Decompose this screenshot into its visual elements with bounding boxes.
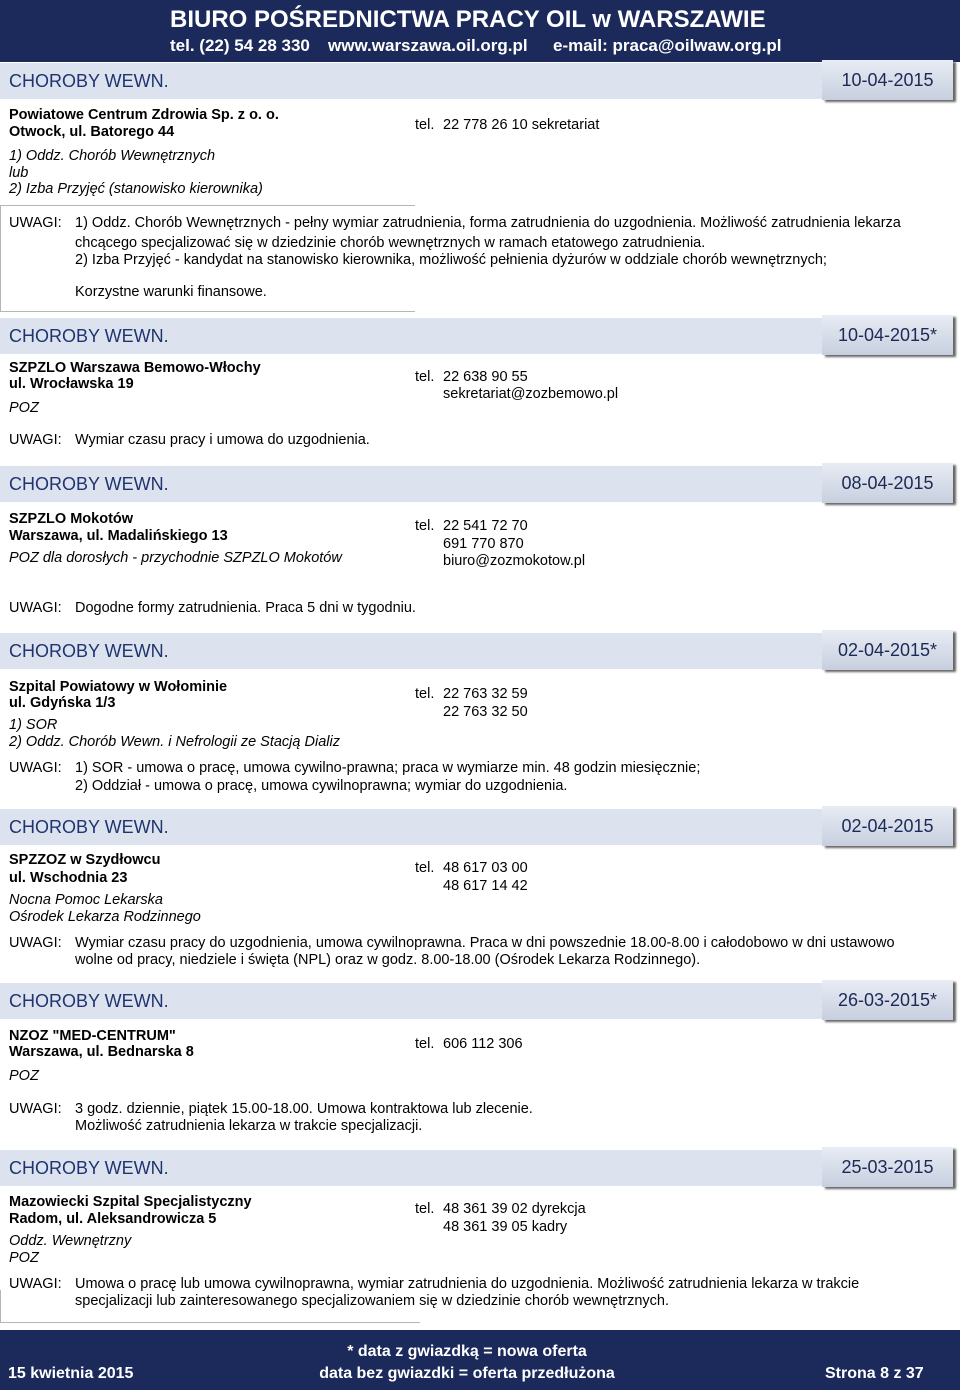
employer-address: Warszawa, ul. Bednarska 8 [9,1044,194,1060]
notes-line: 1) Oddz. Chorób Wewnętrznych - pełny wymiar zatrudnienia, forma zatrudnienia do uzgodnienia. Możliwość zatrudnienia lekarza [75,215,901,231]
notes-line: Dogodne formy zatrudnienia. Praca 5 dni w tygodniu. [75,600,416,616]
tel-label: tel. [415,860,435,876]
unit-line: 2) Izba Przyjęć (stanowisko kierownika) [9,181,263,197]
office-phone: tel. (22) 54 28 330 [170,36,310,55]
contact-phone: 48 361 39 02 dyrekcja [443,1201,586,1217]
category-title: CHOROBY WEWN. [9,326,169,346]
notes-line: 3 godz. dziennie, piątek 15.00-18.00. Umowa kontraktowa lub zlecenie. [75,1101,533,1117]
offer-card [0,63,960,300]
category-bar [0,809,830,845]
contact-phone: 22 763 32 59 [443,686,528,702]
category-title: CHOROBY WEWN. [9,817,169,837]
notes-line: chcącego specjalizować się w dziedzinie chorób wewnętrznych w ramach etatowego zatrudnienia. [75,235,706,251]
category-bar [0,983,830,1019]
employer-name: SPZZOZ w Szydłowcu [9,852,161,868]
notes-line: 2) Izba Przyjęć - kandydat na stanowisko kierownika, możliwość pełnienia dyżurów w oddziale chorób wewnętrznych; [75,252,827,268]
notes-label: UWAGI: [9,760,62,776]
notes-line: Korzystne warunki finansowe. [75,284,267,300]
divider [0,311,415,312]
page-footer [0,1330,960,1390]
employer-name: Powiatowe Centrum Zdrowia Sp. z o. o. [9,107,279,123]
tel-label: tel. [415,518,435,534]
employer-address: ul. Wschodnia 23 [9,870,128,886]
offer-card [0,809,960,968]
employer-address: Otwock, ul. Batorego 44 [9,124,175,140]
employer-address: Radom, ul. Aleksandrowicza 5 [9,1211,217,1227]
page-number: Strona 8 z 37 [825,1365,924,1382]
category-title: CHOROBY WEWN. [9,474,169,494]
employer-name: NZOZ "MED-CENTRUM" [9,1028,176,1044]
category-bar [0,633,830,669]
category-bar [0,63,830,99]
employer-address: ul. Wrocławska 19 [9,376,134,392]
footer-date: 15 kwietnia 2015 [8,1365,134,1382]
category-title: CHOROBY WEWN. [9,71,169,91]
notes-line: 2) Oddział - umowa o pracę, umowa cywilnoprawna; wymiar do uzgodnienia. [75,778,568,794]
contact-phone: 22 763 32 50 [443,704,528,720]
unit-line: POZ [9,1068,39,1084]
unit-line: 1) SOR [9,717,58,733]
office-website[interactable]: www.warszawa.oil.org.pl [328,36,528,55]
offer-card [0,983,960,1134]
unit-line: Ośrodek Lekarza Rodzinnego [9,909,201,925]
tel-label: tel. [415,117,435,133]
office-title: BIURO POŚREDNICTWA PRACY OIL w WARSZAWIE [170,6,766,33]
category-title: CHOROBY WEWN. [9,641,169,661]
employer-address: Warszawa, ul. Madalińskiego 13 [9,528,228,544]
offer-date: 26-03-2015* [822,980,953,1020]
notes-line: Wymiar czasu pracy i umowa do uzgodnienia. [75,432,370,448]
notes-label: UWAGI: [9,1276,62,1292]
offer-date: 10-04-2015 [822,60,953,100]
legend-extended-offer: data bez gwiazdki = oferta przedłużona [319,1365,615,1382]
divider [0,205,415,206]
unit-line: POZ dla dorosłych - przychodnie SZPZLO Mokotów [9,550,342,566]
employer-address: ul. Gdyńska 1/3 [9,695,116,711]
divider [0,1290,1,1323]
contact-phone: 22 541 72 70 [443,518,528,534]
unit-line: Oddz. Wewnętrzny [9,1233,132,1249]
notes-label: UWAGI: [9,215,62,231]
notes-line: 1) SOR - umowa o pracę, umowa cywilno-prawna; praca w wymiarze min. 48 godzin miesięcznie; [75,760,701,776]
offer-date: 08-04-2015 [822,463,953,503]
employer-name: Mazowiecki Szpital Specjalistyczny [9,1194,252,1210]
category-title: CHOROBY WEWN. [9,991,169,1011]
employer-name: SZPZLO Warszawa Bemowo-Włochy [9,360,261,376]
offer-date: 10-04-2015* [822,315,953,355]
category-bar [0,466,830,502]
notes-line: Możliwość zatrudnienia lekarza w trakcie specjalizacji. [75,1118,423,1134]
offer-card [0,1150,960,1309]
contact-phone: 48 361 39 05 kadry [443,1219,568,1235]
category-bar [0,318,830,354]
contact-phone: 22 778 26 10 sekretariat [443,117,600,133]
notes-line: wolne od pracy, niedziele i święta (NPL) oraz w godz. 8.00-18.00 (Ośrodek Lekarza Rodzinnego). [75,952,701,968]
category-bar [0,1150,830,1186]
contact-email[interactable]: sekretariat@zozbemowo.pl [443,386,619,402]
notes-label: UWAGI: [9,935,62,951]
employer-name: SZPZLO Mokotów [9,511,134,527]
tel-label: tel. [415,1036,435,1052]
unit-line: lub [9,165,29,181]
tel-label: tel. [415,686,435,702]
offer-card [0,466,960,616]
notes-label: UWAGI: [9,600,62,616]
unit-line: POZ [9,1250,39,1266]
divider [0,205,1,311]
notes-label: UWAGI: [9,432,62,448]
unit-line: POZ [9,400,39,416]
offer-date: 02-04-2015* [822,630,953,670]
tel-label: tel. [415,1201,435,1217]
legend-new-offer: * data z gwiazdką = nowa oferta [347,1343,587,1360]
contact-phone: 691 770 870 [443,536,524,552]
contact-phone: 48 617 03 00 [443,860,528,876]
contact-phone: 22 638 90 55 [443,369,528,385]
notes-line: Wymiar czasu pracy do uzgodnienia, umowa cywilnoprawna. Praca w dni powszednie 18.00-8.00 i całodobowo w dni ustawowo [75,935,895,951]
offer-card [0,633,960,794]
unit-line: Nocna Pomoc Lekarska [9,892,163,908]
employer-name: Szpital Powiatowy w Wołominie [9,679,228,695]
offer-date: 25-03-2015 [822,1147,953,1187]
notes-line: specjalizacji lub zainteresowanego specjalizowaniem się w dziedzinie chorób wewnętrznych. [75,1293,669,1309]
notes-line: Umowa o pracę lub umowa cywilnoprawna, wymiar zatrudnienia do uzgodnienia. Możliwość zatrudnienia lekarza w trakcie [75,1276,860,1292]
page-header [0,0,960,62]
unit-line: 2) Oddz. Chorób Wewn. i Nefrologii ze Stacją Dializ [9,734,340,750]
unit-line: 1) Oddz. Chorób Wewnętrznych [9,148,216,164]
contact-phone: 48 617 14 42 [443,878,528,894]
notes-label: UWAGI: [9,1101,62,1117]
tel-label: tel. [415,369,435,385]
contact-email[interactable]: biuro@zozmokotow.pl [443,553,586,569]
contact-phone: 606 112 306 [443,1036,523,1052]
office-email[interactable]: e-mail: praca@oilwaw.org.pl [553,36,782,55]
offer-date: 02-04-2015 [822,806,953,846]
offer-card [0,318,960,448]
divider [0,1322,420,1323]
category-title: CHOROBY WEWN. [9,1158,169,1178]
